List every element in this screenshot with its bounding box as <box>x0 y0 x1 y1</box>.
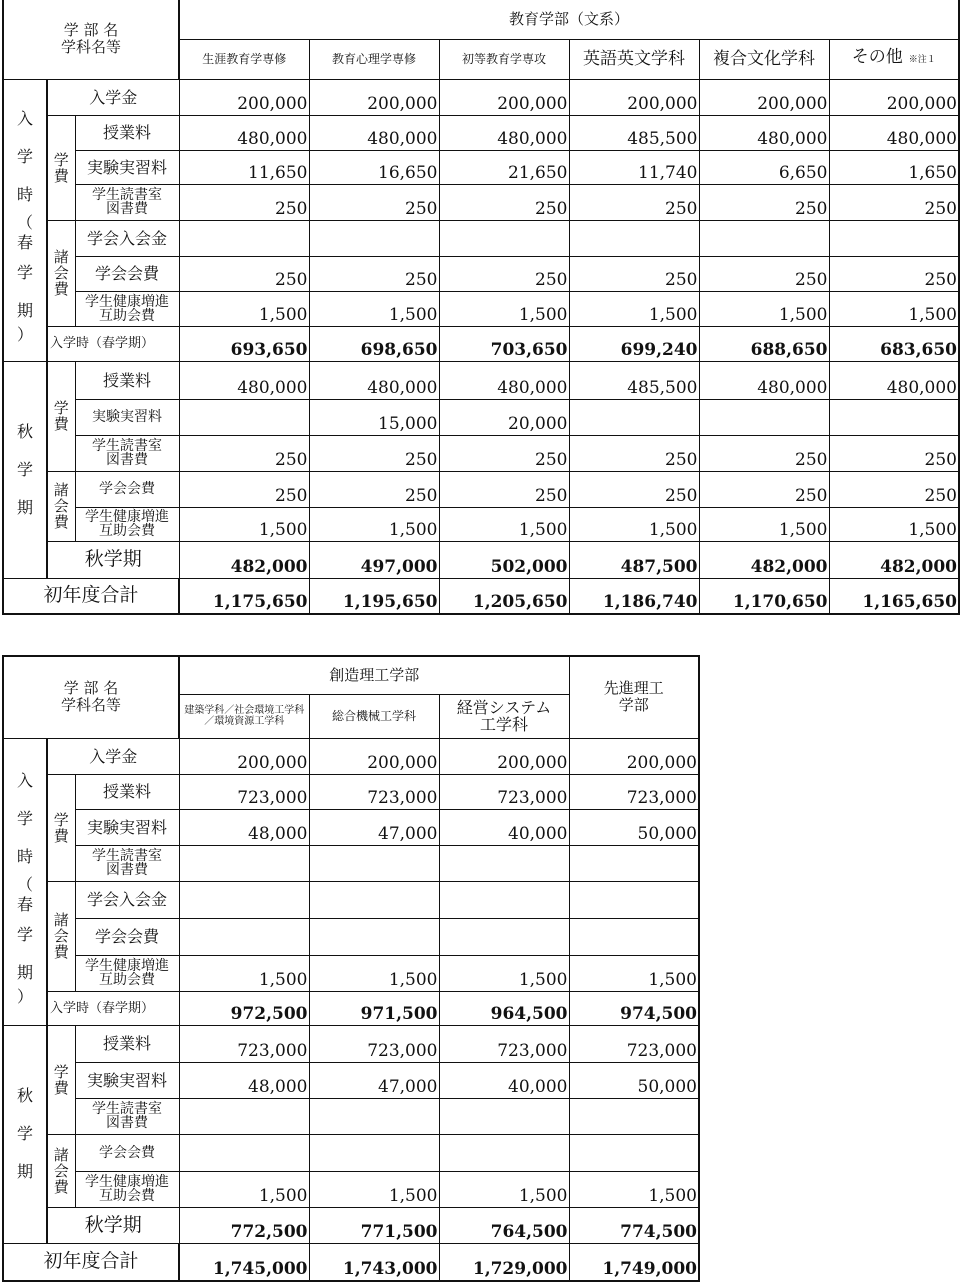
cell-total: 683,650 <box>829 326 959 361</box>
cell: 723,000 <box>309 774 439 809</box>
cell <box>829 220 959 256</box>
side-char: 入 <box>16 770 33 790</box>
cell <box>439 1134 569 1171</box>
row-label-lab: 実験実習料 <box>75 150 179 184</box>
cell: 480,000 <box>439 361 569 399</box>
cell: 1,500 <box>699 291 829 326</box>
cell: 47,000 <box>309 1062 439 1098</box>
side-char: 学 <box>16 263 33 282</box>
cell <box>309 918 439 955</box>
row-label-reading <box>75 845 179 881</box>
col-header-other <box>829 39 959 79</box>
cell: 1,650 <box>829 150 959 184</box>
col-header: 英語英文学科 <box>569 39 699 79</box>
shokaihi-label <box>47 471 75 541</box>
cell: 250 <box>309 435 439 471</box>
col-header: 建築学科／社会環境工学科／環境資源工学科 <box>179 694 309 738</box>
cell: 200,000 <box>569 79 699 115</box>
cell: 1,500 <box>829 291 959 326</box>
side-char: 費 <box>53 280 69 298</box>
row-label-health <box>75 1171 179 1207</box>
side-char: 会 <box>53 927 69 945</box>
shokaihi-label <box>47 881 75 991</box>
cell: 1,500 <box>569 291 699 326</box>
cell: 200,000 <box>699 79 829 115</box>
cell: 48,000 <box>179 1062 309 1098</box>
cell: 480,000 <box>309 115 439 150</box>
cell: 485,500 <box>569 361 699 399</box>
cell-total: 703,650 <box>439 326 569 361</box>
side-char: 時 <box>16 846 33 866</box>
label-line: 学生健康増進 <box>85 1174 169 1190</box>
row-label-health <box>75 507 179 541</box>
cell: 200,000 <box>309 738 439 774</box>
cell: 200,000 <box>829 79 959 115</box>
cell-total: 1,729,000 <box>439 1243 569 1281</box>
cell <box>179 1134 309 1171</box>
side-char: 費 <box>53 1177 69 1196</box>
cell: 485,500 <box>569 115 699 150</box>
col-header: 教育心理学専修 <box>309 39 439 79</box>
cell <box>439 918 569 955</box>
side-char: 秋 <box>16 421 33 441</box>
side-char: 費 <box>53 415 69 433</box>
side-char: 費 <box>53 166 69 185</box>
cell: 250 <box>829 435 959 471</box>
cell-total: 972,500 <box>179 991 309 1025</box>
cell-total: 971,500 <box>309 991 439 1025</box>
label-line: 図書費 <box>106 1115 148 1131</box>
cell: 1,500 <box>439 1171 569 1207</box>
fee-table-education <box>2 0 960 615</box>
cell: 250 <box>309 256 439 291</box>
cell: 480,000 <box>699 361 829 399</box>
label-line: 互助会費 <box>99 523 155 539</box>
header-line: 学部 <box>618 696 649 715</box>
cell: 50,000 <box>569 1062 699 1098</box>
side-char: 期 <box>16 497 33 517</box>
cell: 1,500 <box>829 507 959 541</box>
cell-total: 1,170,650 <box>699 578 829 614</box>
cell: 48,000 <box>179 809 309 845</box>
cell <box>309 845 439 881</box>
gakuhi-label <box>47 774 75 881</box>
side-char: 学 <box>16 147 33 166</box>
cell-total: 688,650 <box>699 326 829 361</box>
cell: 250 <box>309 471 439 507</box>
label-line: 互助会費 <box>99 972 155 988</box>
cell: 1,500 <box>699 507 829 541</box>
cell-total: 771,500 <box>309 1207 439 1243</box>
cell <box>179 399 309 435</box>
cell-total: 1,205,650 <box>439 578 569 614</box>
cell-total: 482,000 <box>699 541 829 578</box>
row-label-lab: 実験実習料 <box>75 809 179 845</box>
row-label-health <box>75 291 179 326</box>
label-line: 図書費 <box>106 201 148 217</box>
cell-total: 1,195,650 <box>309 578 439 614</box>
row-label-reading <box>75 435 179 471</box>
side-char: 学 <box>53 150 69 169</box>
side-char: 秋 <box>16 1086 33 1105</box>
spring-side-label <box>3 738 47 1025</box>
cell-total: 502,000 <box>439 541 569 578</box>
side-char: 期 <box>16 1162 33 1181</box>
cell: 40,000 <box>439 1062 569 1098</box>
side-char: 費 <box>53 1078 69 1097</box>
cell <box>439 220 569 256</box>
cell: 200,000 <box>569 738 699 774</box>
cell-total: 1,743,000 <box>309 1243 439 1281</box>
row-label-spring-total: 入学時（春学期） <box>47 991 179 1025</box>
side-char: ） <box>16 986 33 1006</box>
side-char: （ <box>16 874 33 894</box>
cell <box>309 1134 439 1171</box>
cell: 250 <box>179 184 309 220</box>
row-label-union-fee: 学会会費 <box>75 918 179 955</box>
side-char: 学 <box>53 1062 69 1081</box>
cell: 250 <box>569 435 699 471</box>
cell: 15,000 <box>309 399 439 435</box>
cell-total: 1,186,740 <box>569 578 699 614</box>
corner-header <box>3 0 179 79</box>
faculty2-header <box>569 656 699 738</box>
cell: 723,000 <box>439 774 569 809</box>
label-line: 学生健康増進 <box>85 958 169 974</box>
fee-table-science <box>2 655 700 1282</box>
header-line: 先進理工 <box>603 679 664 698</box>
cell: 250 <box>699 471 829 507</box>
row-label-union-entry: 学会入会金 <box>75 220 179 256</box>
cell: 480,000 <box>829 115 959 150</box>
cell <box>439 1098 569 1134</box>
cell-total: 699,240 <box>569 326 699 361</box>
side-char: 学 <box>16 459 33 479</box>
row-label-tuition: 授業料 <box>75 361 179 399</box>
cell: 1,500 <box>179 1171 309 1207</box>
corner-line-2: 学科名等 <box>60 696 121 715</box>
cell <box>309 220 439 256</box>
cell: 250 <box>699 256 829 291</box>
side-char: 期 <box>16 962 33 982</box>
row-label-union-fee: 学会会費 <box>75 256 179 291</box>
cell <box>569 1134 699 1171</box>
cell-total: 764,500 <box>439 1207 569 1243</box>
row-label-tuition: 授業料 <box>75 774 179 809</box>
side-char: ） <box>16 325 33 344</box>
cell: 1,500 <box>179 955 309 991</box>
row-label-health <box>75 955 179 991</box>
cell: 11,740 <box>569 150 699 184</box>
col-header: 総合機械工学科 <box>309 694 439 738</box>
side-char: 会 <box>53 497 69 515</box>
cell: 480,000 <box>179 361 309 399</box>
side-char: 学 <box>16 1124 33 1143</box>
row-label-spring-total: 入学時（春学期） <box>47 326 179 361</box>
cell-total: 1,165,650 <box>829 578 959 614</box>
side-char: （ <box>16 213 33 232</box>
side-char: 学 <box>53 810 69 829</box>
cell: 250 <box>829 471 959 507</box>
cell <box>569 918 699 955</box>
col-header: 経営システム工学科 <box>439 694 569 738</box>
col-header: 初等教育学専攻 <box>439 39 569 79</box>
label-line: 学生読書室 <box>92 1101 162 1117</box>
corner-line-1: 学 部 名 <box>63 21 119 40</box>
cell: 1,500 <box>569 955 699 991</box>
cell: 11,650 <box>179 150 309 184</box>
cell <box>179 881 309 918</box>
cell-total: 1,745,000 <box>179 1243 309 1281</box>
note-marker: ※注１ <box>908 55 936 65</box>
side-char: 学 <box>16 808 33 828</box>
side-char: 諸 <box>53 1145 69 1164</box>
side-char: 諸 <box>53 481 69 499</box>
row-label-autumn-total: 秋学期 <box>47 1207 179 1243</box>
cell <box>699 399 829 435</box>
cell: 723,000 <box>569 1025 699 1062</box>
cell <box>179 845 309 881</box>
cell: 723,000 <box>309 1025 439 1062</box>
label-line: 学生読書室 <box>92 438 162 454</box>
cell: 250 <box>439 184 569 220</box>
label-line: 学生読書室 <box>92 848 162 864</box>
cell: 1,500 <box>179 507 309 541</box>
cell-total: 482,000 <box>829 541 959 578</box>
cell <box>569 399 699 435</box>
cell: 1,500 <box>309 955 439 991</box>
shokaihi-label <box>47 1134 75 1207</box>
label-line: 互助会費 <box>99 307 155 324</box>
cell: 200,000 <box>439 738 569 774</box>
gakuhi-label <box>47 1025 75 1134</box>
corner-line-2: 学科名等 <box>60 38 121 57</box>
row-label-reading <box>75 184 179 220</box>
cell: 250 <box>179 471 309 507</box>
row-label-tuition: 授業料 <box>75 115 179 150</box>
cell: 723,000 <box>179 774 309 809</box>
shokaihi-label <box>47 220 75 326</box>
cell: 250 <box>179 435 309 471</box>
side-char: 期 <box>16 301 33 320</box>
cell: 250 <box>699 184 829 220</box>
cell: 480,000 <box>829 361 959 399</box>
side-char: 会 <box>53 264 69 282</box>
cell-total: 693,650 <box>179 326 309 361</box>
cell: 723,000 <box>179 1025 309 1062</box>
label-line: 学生読書室 <box>92 187 162 203</box>
cell <box>179 220 309 256</box>
cell: 21,650 <box>439 150 569 184</box>
cell: 1,500 <box>309 507 439 541</box>
cell: 480,000 <box>179 115 309 150</box>
cell: 480,000 <box>439 115 569 150</box>
row-label-reading <box>75 1098 179 1134</box>
gakuhi-label <box>47 361 75 471</box>
cell: 250 <box>439 435 569 471</box>
cell <box>829 399 959 435</box>
cell: 200,000 <box>179 738 309 774</box>
cell <box>699 220 829 256</box>
row-label-lab: 実験実習料 <box>75 399 179 435</box>
cell: 200,000 <box>439 79 569 115</box>
row-label-year-total: 初年度合計 <box>3 1243 179 1281</box>
cell: 250 <box>439 471 569 507</box>
side-char: 入 <box>16 109 33 128</box>
cell-total: 482,000 <box>179 541 309 578</box>
side-char: 春 <box>16 233 33 252</box>
cell: 480,000 <box>309 361 439 399</box>
label-line: 学生健康増進 <box>85 293 169 310</box>
side-char: 時 <box>16 185 33 204</box>
autumn-side-label <box>3 361 47 578</box>
cell: 200,000 <box>309 79 439 115</box>
spring-side-label <box>3 79 47 361</box>
cell: 250 <box>829 256 959 291</box>
gakuhi-label <box>47 115 75 220</box>
side-char: 費 <box>53 826 69 845</box>
cell: 250 <box>179 256 309 291</box>
cell <box>439 845 569 881</box>
cell: 250 <box>699 435 829 471</box>
row-label-admission: 入学金 <box>47 738 179 774</box>
cell: 1,500 <box>309 1171 439 1207</box>
cell: 1,500 <box>309 291 439 326</box>
col-header: 生涯教育学専修 <box>179 39 309 79</box>
side-char: 学 <box>16 924 33 944</box>
cell: 200,000 <box>179 79 309 115</box>
cell: 6,650 <box>699 150 829 184</box>
cell-total: 497,000 <box>309 541 439 578</box>
cell: 1,500 <box>439 955 569 991</box>
side-char: 費 <box>53 943 69 961</box>
cell: 250 <box>309 184 439 220</box>
side-char: 学 <box>53 399 69 417</box>
row-label-autumn-total: 秋学期 <box>47 541 179 578</box>
cell: 250 <box>569 471 699 507</box>
cell: 480,000 <box>699 115 829 150</box>
cell <box>439 881 569 918</box>
cell: 723,000 <box>569 774 699 809</box>
cell-total: 964,500 <box>439 991 569 1025</box>
cell-total: 1,175,650 <box>179 578 309 614</box>
cell: 50,000 <box>569 809 699 845</box>
side-char: 費 <box>53 513 69 531</box>
cell: 250 <box>569 184 699 220</box>
row-label-admission: 入学金 <box>47 79 179 115</box>
cell-total: 772,500 <box>179 1207 309 1243</box>
cell <box>569 220 699 256</box>
cell: 20,000 <box>439 399 569 435</box>
cell <box>569 1098 699 1134</box>
cell: 47,000 <box>309 809 439 845</box>
label-line: 学生健康増進 <box>85 509 169 525</box>
cell: 250 <box>439 256 569 291</box>
cell <box>569 881 699 918</box>
side-char: 諸 <box>53 248 69 266</box>
side-char: 諸 <box>53 911 69 929</box>
side-char: 会 <box>53 1161 69 1180</box>
cell: 250 <box>829 184 959 220</box>
cell: 40,000 <box>439 809 569 845</box>
col-header: 複合文化学科 <box>699 39 829 79</box>
row-label-tuition: 授業料 <box>75 1025 179 1062</box>
autumn-side-label <box>3 1025 47 1243</box>
cell-total: 1,749,000 <box>569 1243 699 1281</box>
cell-total: 774,500 <box>569 1207 699 1243</box>
side-char: 春 <box>16 894 33 914</box>
corner-line-1: 学 部 名 <box>63 679 119 698</box>
row-label-year-total: 初年度合計 <box>3 578 179 614</box>
cell <box>179 1098 309 1134</box>
cell-total: 487,500 <box>569 541 699 578</box>
label-line: 図書費 <box>106 452 148 468</box>
label-line: 互助会費 <box>99 1188 155 1204</box>
faculty-header: 創造理工学部 <box>179 656 569 694</box>
row-label-union-fee: 学会会費 <box>75 1134 179 1171</box>
col-header-label: その他 <box>851 47 903 67</box>
cell: 16,650 <box>309 150 439 184</box>
corner-header <box>3 656 179 738</box>
row-label-union-entry: 学会入会金 <box>75 881 179 918</box>
cell: 1,500 <box>569 1171 699 1207</box>
cell: 1,500 <box>439 507 569 541</box>
cell <box>179 918 309 955</box>
cell: 250 <box>569 256 699 291</box>
cell: 723,000 <box>439 1025 569 1062</box>
faculty-header: 教育学部（文系） <box>179 0 959 39</box>
cell: 1,500 <box>569 507 699 541</box>
row-label-union-fee: 学会会費 <box>75 471 179 507</box>
cell: 1,500 <box>179 291 309 326</box>
cell <box>569 845 699 881</box>
cell-total: 698,650 <box>309 326 439 361</box>
cell <box>309 1098 439 1134</box>
cell-total: 974,500 <box>569 991 699 1025</box>
row-label-lab: 実験実習料 <box>75 1062 179 1098</box>
label-line: 図書費 <box>106 862 148 878</box>
cell: 1,500 <box>439 291 569 326</box>
cell <box>309 881 439 918</box>
